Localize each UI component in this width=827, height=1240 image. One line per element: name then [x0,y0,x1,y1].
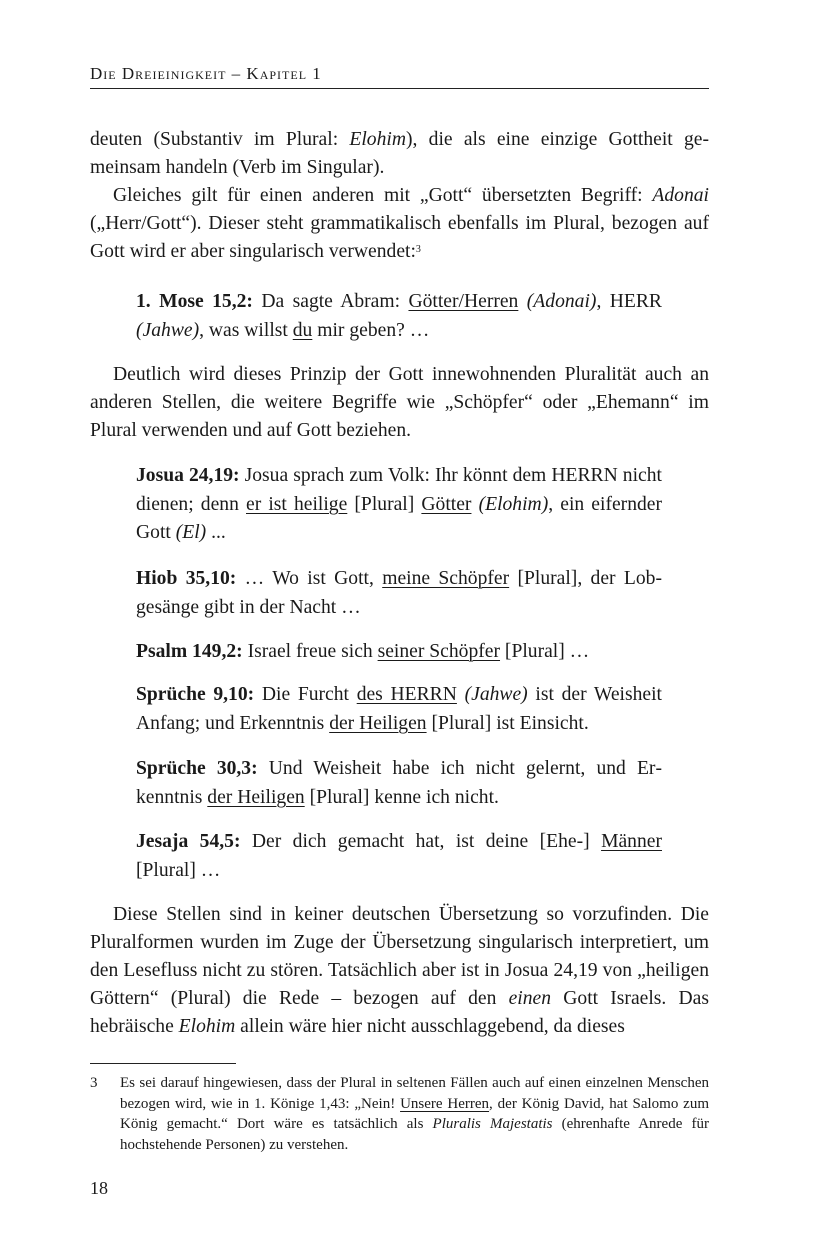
text-run: der Heiligen [207,786,305,808]
text-run: Elohim [349,129,406,150]
text-run: (Jahwe) [464,684,528,705]
footnote-reference: 3 [415,244,421,255]
running-header [90,60,709,89]
verse-quote-2: Josua 24,19: Josua sprach zum Volk: Ihr könnt dem HERRN nicht dienen; denn er ist heilige [Plural] Götter (Elohim), ein eifernder Gott (El) ... [136,465,663,543]
verse-quote-3: Hiob 35,10: … Wo ist Gott, meine Schöpfer [Plural], der Lobgesänge gibt in der Nacht … [136,568,662,618]
text-run: du [292,319,313,341]
verse-quote-1: 1. Mose 15,2: Da sagte Abram: Götter/Herren (Adonai), HERR (Jahwe), was willst du mir geben? … [136,291,663,341]
verse-quote-4: Psalm 149,2: Israel freue sich seiner Schöpfer [Plural] … [136,641,590,662]
paragraph-1 [90,126,709,266]
text-run: meine Schöpfer [382,568,510,589]
verse-quote-7: Jesaja 54,5: Der dich gemacht hat, ist deine [Ehe-] Männer [Plural] … [136,831,662,881]
paragraph-4-text: Diese Stellen sind in keiner deutschen Übersetzung so vorzufinden. Die Pluralformen wurden im Zuge der Übersetzung singularisch interpretiert, um den Lesefluss nicht zu stören. Tatsächlich aber ist in Josua 24,19 von „heiligen Göttern“ (Plural) die Rede – bezogen auf den einen Gott Israels. Das hebräische Elohim allein wäre hier nicht ausschlaggebend, da dieses [90,904,709,1037]
verse-reference: 1. Mose 15,2: [136,291,253,312]
text-run: (Elohim) [478,493,549,515]
text-run: Götter/Herren [408,291,519,312]
text-run: Unsere Herren [400,1095,490,1112]
verse-reference: Jesaja 54,5: [136,831,241,852]
text-run: (Adonai) [526,291,597,312]
verse-reference: Hiob 35,10: [136,568,237,589]
paragraph-3 [90,361,709,445]
text-run: der Heiligen [329,712,427,734]
verse-reference: Josua 24,19: [136,465,240,486]
footnote-number: 3 [90,1075,98,1091]
text-run: einen [508,988,552,1009]
text-run: Elohim [178,1016,236,1037]
text-run: Männer [601,831,662,852]
text-run: (El) [175,522,207,543]
text-run: Pluralis Majestatis [432,1116,553,1132]
text-run: des HERRN [356,684,457,705]
text-run: (Jahwe) [136,319,200,341]
text-run: Götter [421,493,472,515]
running-head-title: Die Dreieinigkeit – Kapitel 1 [90,64,322,83]
verse-quote-6: Sprüche 30,3: Und Weisheit habe ich nicht gelernt, und Erkenntnis der Heiligen [Plural] kenne ich nicht. [136,758,662,808]
footnote-separator [90,1063,236,1064]
verse-reference: Sprüche 30,3: [136,758,258,779]
text-run: seiner Schöpfer [377,641,501,662]
verse-reference: Sprüche 9,10: [136,684,255,705]
footnote-text: Es sei darauf hingewiesen, dass der Plural in seltenen Fällen auch auf einen einzelnen Menschen bezogen wird, wie in 1. Könige 1,43: „Nein! Unsere Herren, der König David, hat Salomo zum König gemacht.“ Dort wäre es tatsächlich als Pluralis Majestatis (ehrenhafte Anrede für hochstehende Personen) zu verstehen. [120,1075,709,1153]
paragraph-3-text: Deutlich wird dieses Prinzip der Gott innewohnenden Pluralität auch an anderen Stellen, die weitere Begriffe wie „Schöpfer“ oder „Ehemann“ im Plural verwenden und auf Gott beziehen. [90,364,709,441]
paragraph-2-text: Gleiches gilt für einen anderen mit „Gott“ übersetzten Begriff: Adonai („Herr/Gott“). Dieser steht grammatikalisch ebenfalls im Plural, bezogen auf Gott wird er aber singularisch verwendet:$^3$ [90,185,709,262]
text-run: Adonai [652,185,709,206]
paragraph-1-text: deuten (Substantiv im Plural: Elohim), die als eine einzige Gottheit gemeinsam handeln (Verb im Singular). [90,129,710,178]
verse-quote-5: Sprüche 9,10: Die Furcht des HERRN (Jahwe) ist der Weisheit Anfang; und Erkenntnis der Heiligen [Plural] ist Einsicht. [136,684,662,734]
paragraph-4 [90,901,709,1041]
text-run: er ist heilige [246,493,348,515]
page-number: 18 [90,1178,108,1198]
verse-reference: Psalm 149,2: [136,641,243,662]
